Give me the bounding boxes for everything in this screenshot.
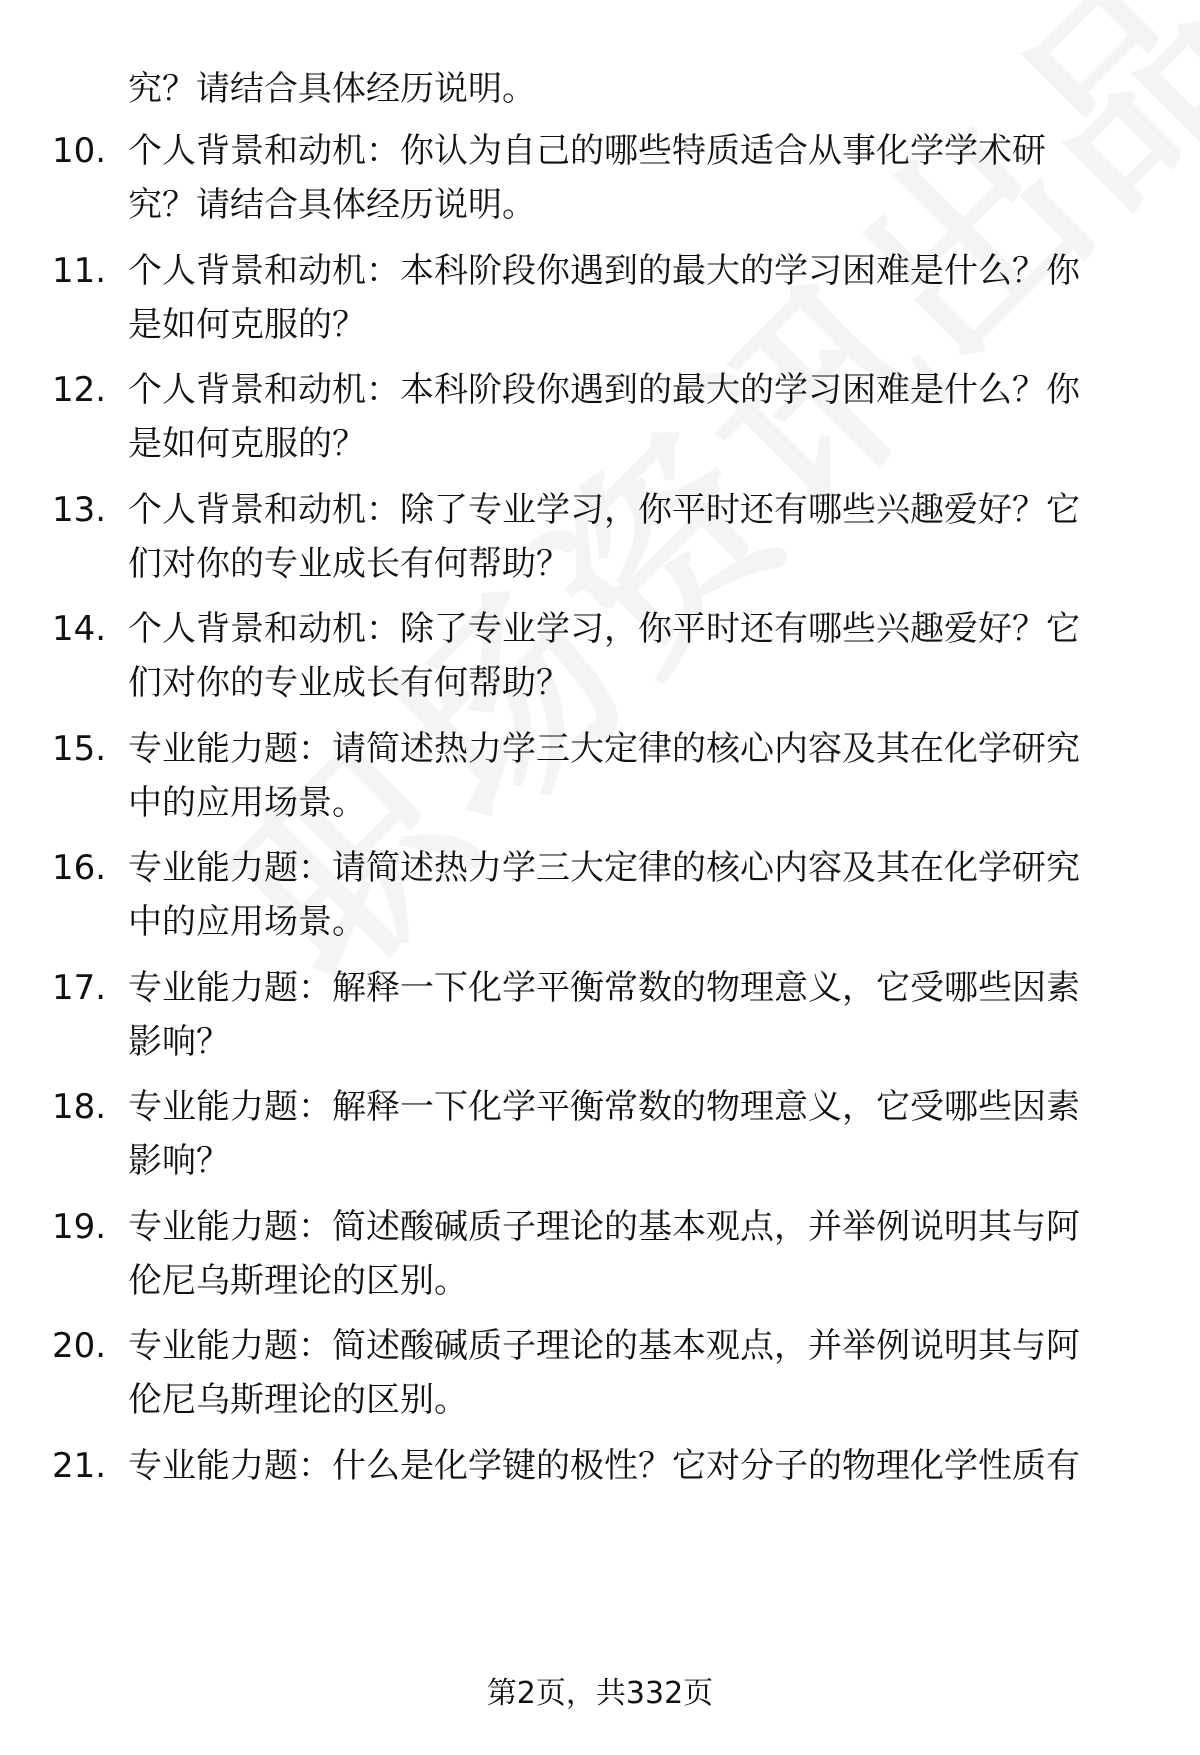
question-text-line: 伦尼乌斯理论的区别。 [128, 1261, 468, 1301]
question-text-line: 专业能力题：请简述热力学三大定律的核心内容及其在化学研究 [128, 848, 1080, 888]
page-footer: 第2页，共332页 [486, 1676, 714, 1711]
question-text-line: 们对你的专业成长有何帮助？ [128, 544, 570, 584]
question-text [128, 841, 1128, 949]
question-text-line: 们对你的专业成长有何帮助？ [128, 663, 570, 703]
question-text [128, 483, 1128, 591]
question-text-line: 专业能力题：请简述热力学三大定律的核心内容及其在化学研究 [128, 729, 1080, 769]
question-number: 14. [52, 609, 107, 649]
question-text [128, 961, 1128, 1069]
question-text-line: 个人背景和动机：本科阶段你遇到的最大的学习困难是什么？你 [128, 370, 1080, 410]
question-number: 12. [52, 370, 107, 410]
question-text-line: 专业能力题：解释一下化学平衡常数的物理意义，它受哪些因素 [128, 1087, 1080, 1127]
question-text-line: 中的应用场景。 [128, 783, 366, 823]
question-text-line: 影响？ [128, 1022, 230, 1062]
question-text-line: 影响？ [128, 1141, 230, 1181]
question-text-line: 专业能力题：解释一下化学平衡常数的物理意义，它受哪些因素 [128, 968, 1080, 1008]
question-text-line: 是如何克服的？ [128, 305, 366, 345]
question-number: 13. [52, 490, 107, 530]
question-text-line: 专业能力题：简述酸碱质子理论的基本观点，并举例说明其与阿 [128, 1207, 1080, 1247]
question-number: 21. [52, 1446, 107, 1486]
question-number: 20. [52, 1326, 107, 1366]
question-text-line: 专业能力题：什么是化学键的极性？它对分子的物理化学性质有 [128, 1446, 1080, 1486]
question-text-line: 伦尼乌斯理论的区别。 [128, 1380, 468, 1420]
question-number: 15. [52, 729, 107, 769]
question-text [128, 1439, 1128, 1493]
question-number: 10. [52, 131, 107, 171]
question-number: 19. [52, 1207, 107, 1247]
question-number: 17. [52, 968, 107, 1008]
question-text [128, 1319, 1128, 1427]
question-text-line: 个人背景和动机：你认为自己的哪些特质适合从事化学学术研 [128, 131, 1046, 171]
question-text-line: 中的应用场景。 [128, 902, 366, 942]
continuation-line: 究？请结合具体经历说明。 [128, 69, 536, 109]
question-text-line: 究？请结合具体经历说明。 [128, 185, 536, 225]
question-text-line: 个人背景和动机：除了专业学习，你平时还有哪些兴趣爱好？它 [128, 609, 1080, 649]
question-text-line: 个人背景和动机：除了专业学习，你平时还有哪些兴趣爱好？它 [128, 490, 1080, 530]
question-text [128, 1200, 1128, 1308]
question-text [128, 363, 1128, 471]
question-text [128, 602, 1128, 710]
question-text [128, 1080, 1128, 1188]
question-text-line: 个人背景和动机：本科阶段你遇到的最大的学习困难是什么？你 [128, 251, 1080, 291]
question-number: 18. [52, 1087, 107, 1127]
question-text-line: 是如何克服的？ [128, 424, 366, 464]
question-number: 16. [52, 848, 107, 888]
question-number: 11. [52, 251, 107, 291]
question-text-line: 专业能力题：简述酸碱质子理论的基本观点，并举例说明其与阿 [128, 1326, 1080, 1366]
question-text [128, 244, 1128, 352]
question-text [128, 722, 1128, 830]
question-text [128, 124, 1128, 232]
